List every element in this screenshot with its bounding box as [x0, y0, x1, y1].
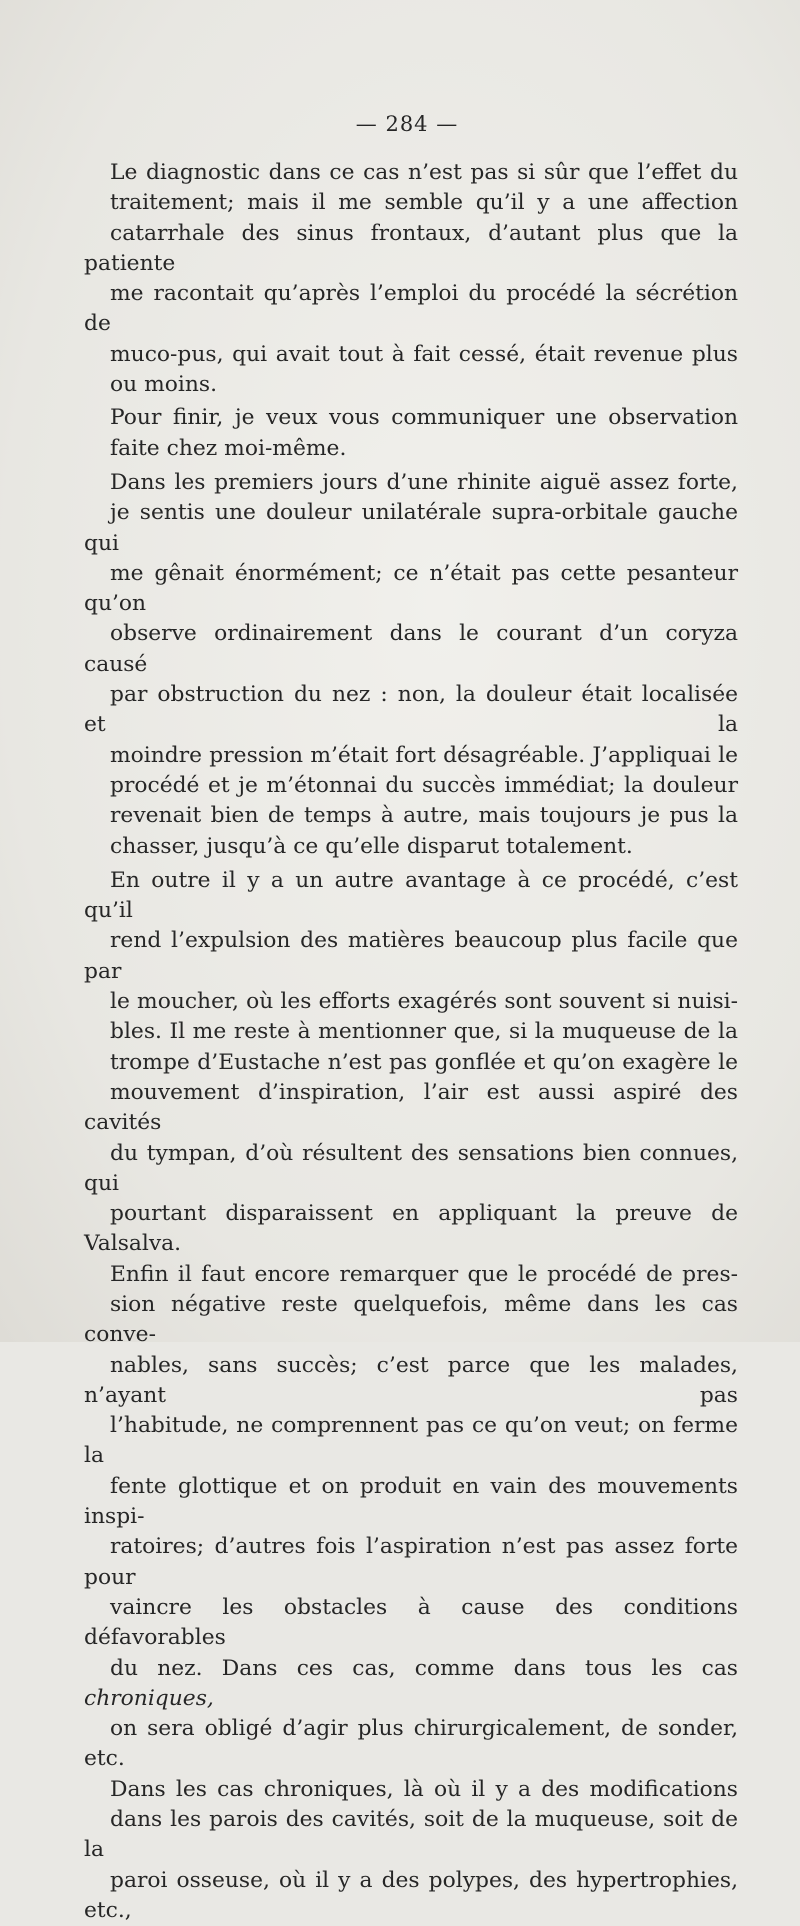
text-line: bles. Il me reste à mentionner que, si la muqueuse de la [110, 1019, 738, 1045]
text-line: trompe d’Eustache n’est pas gonflée et qu’on exagère le [110, 1049, 738, 1075]
text-line: me racontait qu’après l’emploi du procédé la sécrétion de [84, 281, 738, 337]
text-line: traitement; mais il me semble qu’il y a une affection [110, 190, 738, 216]
text-line: revenait bien de temps à autre, mais toujours je pus la [110, 803, 738, 829]
text-line: l’habitude, ne comprennent pas ce qu’on veut; on ferme la [84, 1413, 738, 1469]
paragraph-4 [84, 866, 738, 1926]
body-text [84, 158, 738, 1926]
text-line: chasser, jusqu’à ce qu’elle disparut totalement. [110, 833, 633, 859]
text-line: vaincre les obstacles à cause des conditions défavorables [84, 1594, 738, 1651]
paragraph-1 [84, 158, 738, 400]
text-line: mouvement d’inspiration, l’air est aussi aspiré des cavités [84, 1079, 738, 1136]
text-line: observe ordinairement dans le courant d’un coryza causé [84, 621, 738, 677]
text-line: En outre il y a un autre avantage à ce procédé, c’est qu’il [84, 867, 738, 924]
text-line [84, 1654, 738, 1715]
text-line: faite chez moi-même. [110, 435, 347, 461]
text-line: Dans les cas chroniques, là où il y a des modifications [110, 1776, 738, 1802]
text-line: procédé et je m’étonnai du succès immédiat; la douleur [110, 772, 738, 798]
text-line: ratoires; d’autres fois l’aspiration n’est pas assez forte pour [84, 1534, 738, 1590]
text-line: moindre pression m’était fort désagréable. J’appliquai le [110, 742, 738, 768]
text-line: paroi osseuse, où il y a des polypes, des hypertrophies, etc., [84, 1867, 738, 1923]
text-line: Dans les premiers jours d’une rhinite aiguë assez forte, [110, 469, 738, 495]
text-line: me gênait énormément; ce n’était pas cette pesanteur qu’on [84, 560, 738, 617]
text-line: Pour finir, je veux vous communiquer une observation [110, 405, 738, 431]
text-line: sion négative reste quelquefois, même dans les cas conve- [84, 1291, 738, 1348]
text-line: Enfin il faut encore remarquer que le procédé de pres- [110, 1261, 738, 1287]
text-line: dans les parois des cavités, soit de la muqueuse, soit de la [84, 1807, 738, 1863]
text-line: je sentis une douleur unilatérale supra-orbitale gauche qui [84, 500, 738, 556]
text-line: Le diagnostic dans ce cas n’est pas si sûr que l’effet du [110, 160, 738, 185]
text-line: par obstruction du nez : non, la douleur était localisée et la [84, 682, 738, 738]
text-line: muco-pus, qui avait tout à fait cessé, était revenue plus [110, 341, 738, 367]
italic-word: chroniques, [84, 1685, 214, 1711]
text-line: fente glottique et on produit en vain des mouvements inspi- [84, 1473, 738, 1530]
text-line: catarrhale des sinus frontaux, d’autant plus que la patiente [84, 220, 738, 276]
page-number: — 284 — [355, 112, 459, 136]
text-line: pourtant disparaissent en appliquant la preuve de Valsalva. [84, 1201, 738, 1257]
text-line-start: du nez. Dans ces cas, comme dans tous les cas [110, 1655, 738, 1681]
text-line: nables, sans succès; c’est parce que les malades, n’ayant pas [84, 1352, 738, 1408]
text-line: le moucher, où les efforts exagérés sont souvent si nuisi- [110, 989, 738, 1015]
text-line: ou moins. [110, 372, 218, 398]
text-line: on sera obligé d’agir plus chirurgicalement, de sonder, etc. [84, 1716, 738, 1772]
paragraph-2 [84, 403, 738, 464]
text-line: rend l’expulsion des matières beaucoup plus facile que par [84, 928, 738, 984]
paragraph-3 [84, 468, 738, 862]
text-line: du tympan, d’où résultent des sensations bien connues, qui [84, 1140, 738, 1196]
